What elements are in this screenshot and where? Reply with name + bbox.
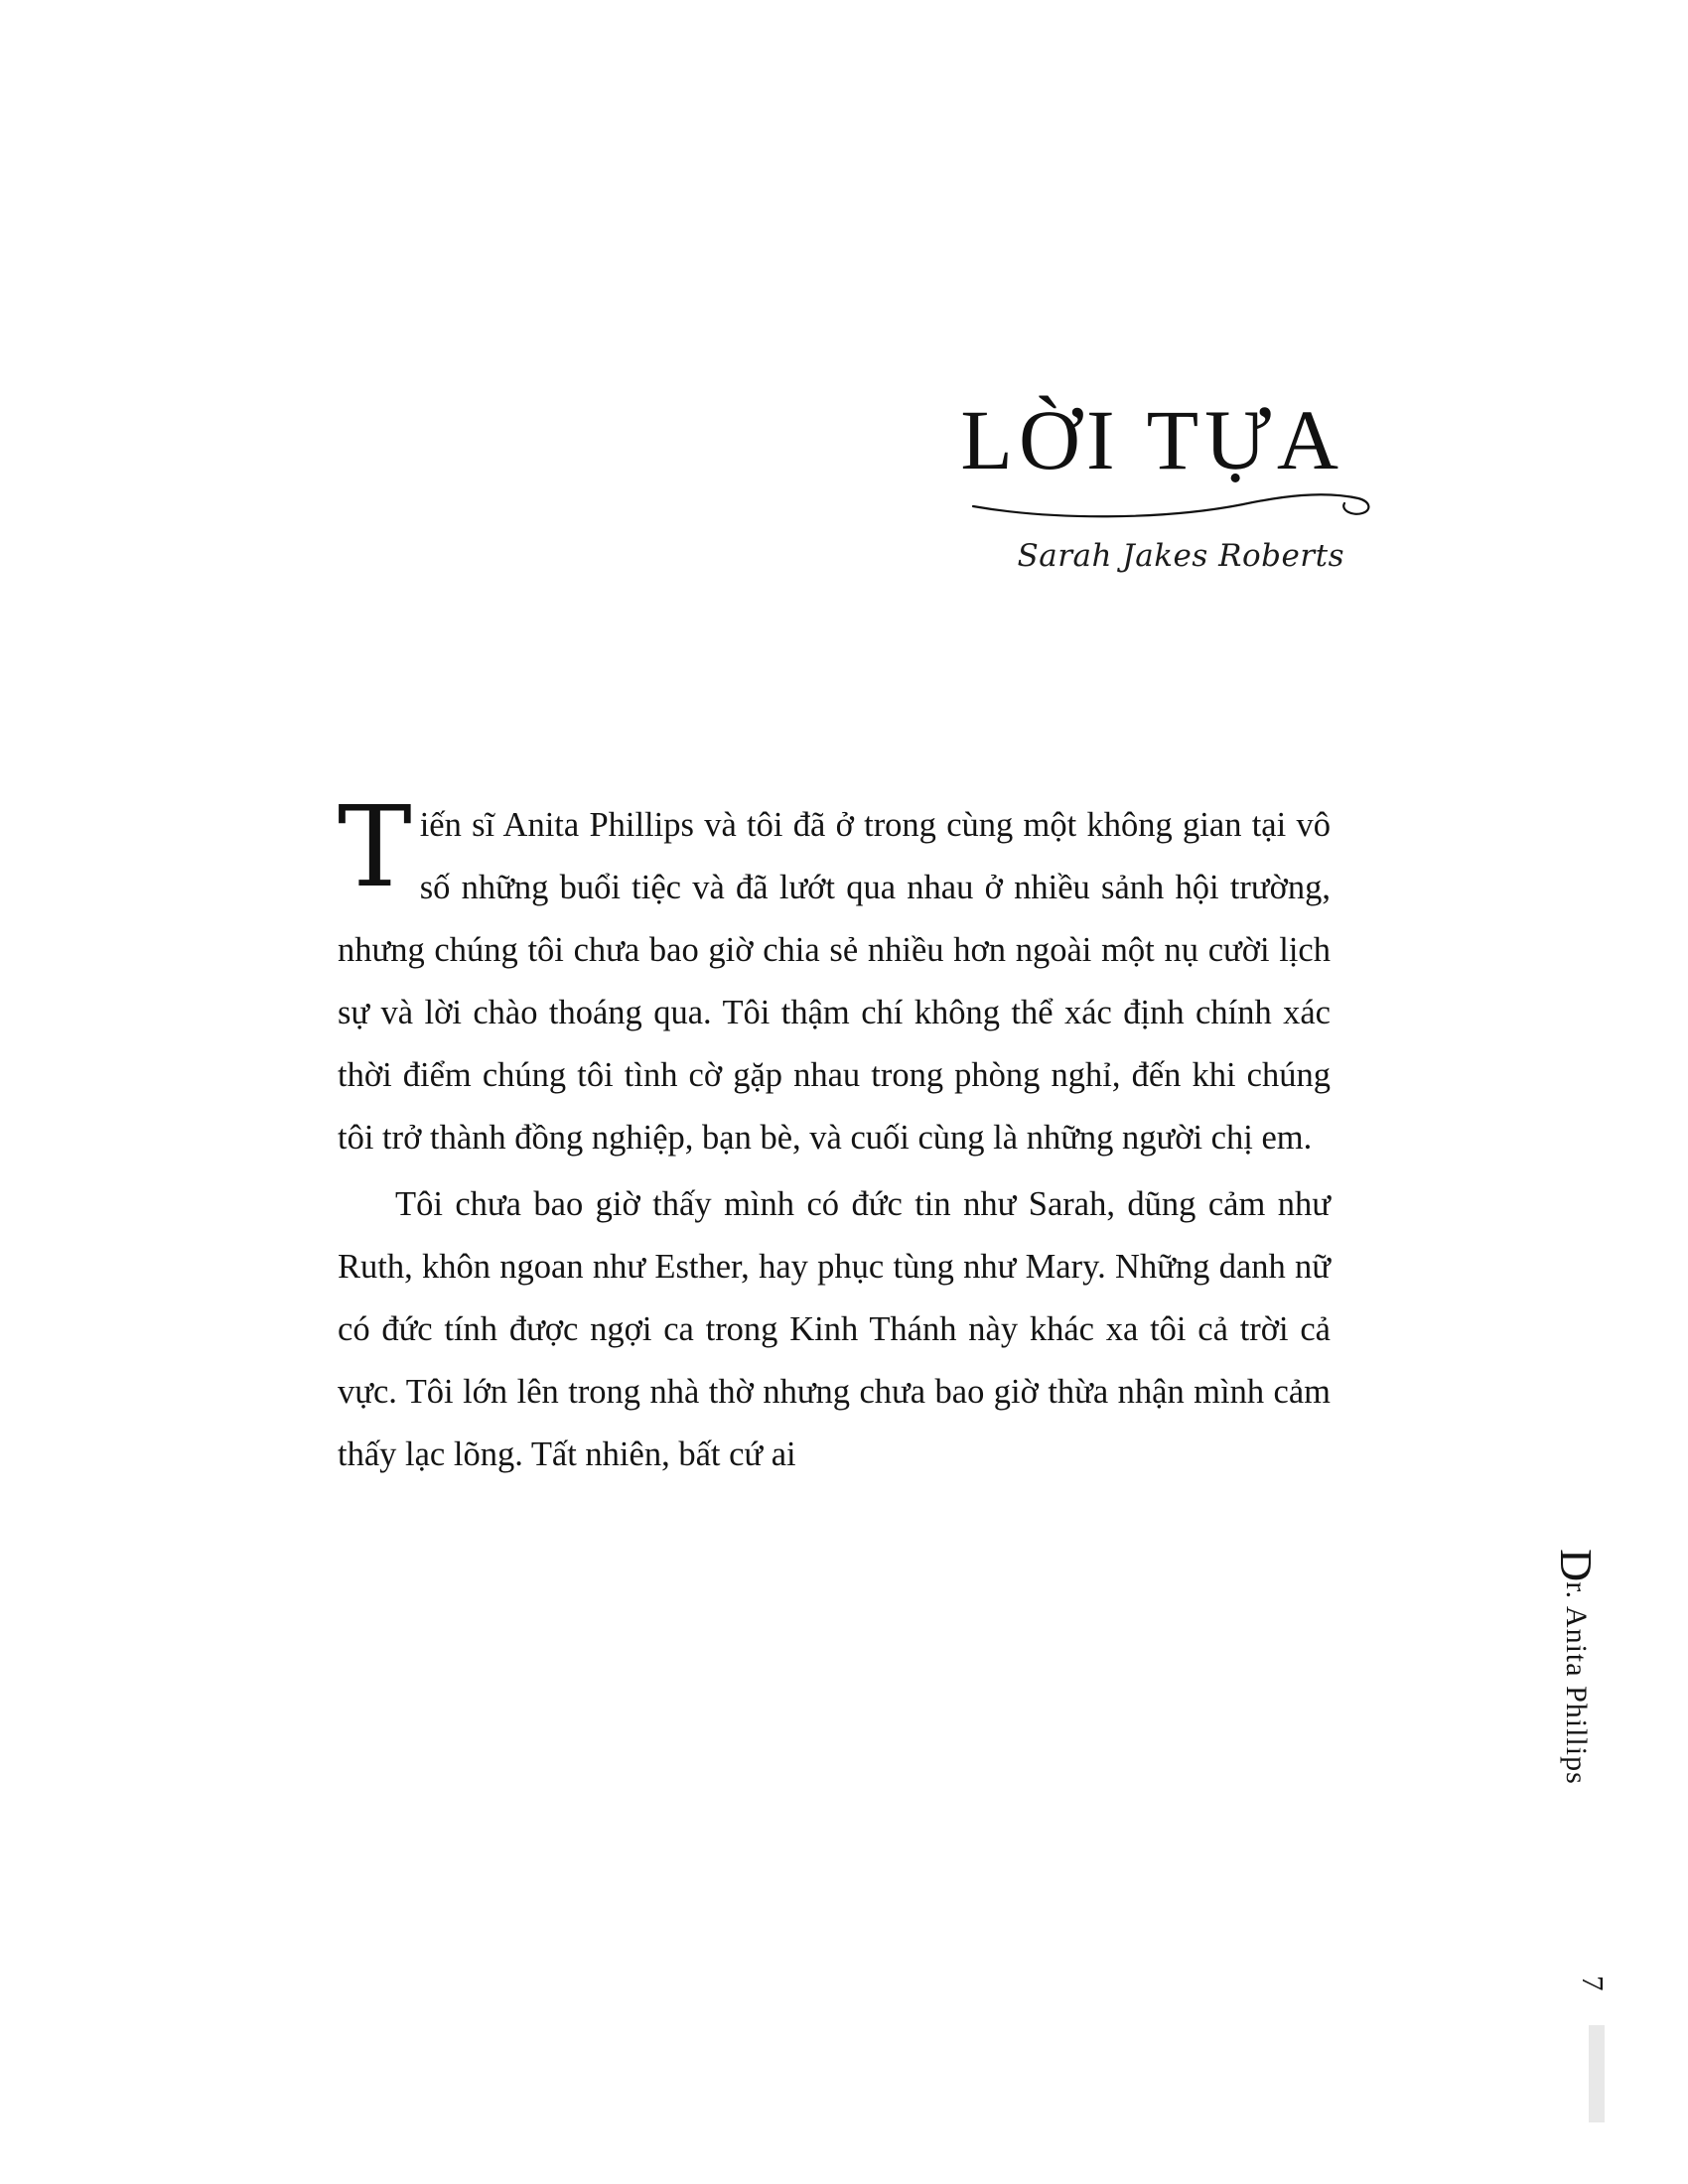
- folio-rule: [1589, 2025, 1605, 2122]
- paragraph-1-text: iến sĩ Anita Phillips và tôi đã ở trong cùng một không gian tại vô số những buổi tiệc và đã lướt qua nhau ở nhiều sảnh hội trường, nhưng chúng tôi chưa bao giờ chia sẻ nhiều hơn ngoài một nụ cười lịch sự và lời chào thoáng qua. Tôi thậm chí không thể xác định chính xác thời điểm chúng tôi tình cờ gặp nhau trong phòng nghỉ, đến khi chúng tôi trở thành đồng nghiệp, bạn bè, và cuối cùng là những người chị em.: [338, 806, 1331, 1157]
- drop-cap: T: [338, 783, 412, 912]
- calligraphic-swash-icon: [963, 484, 1380, 524]
- running-head: [1550, 1549, 1603, 1966]
- running-head-text: [1550, 1549, 1603, 1785]
- running-head-prefix: D: [1551, 1549, 1602, 1582]
- page-title: LỜI TỰA: [960, 392, 1344, 487]
- chapter-heading: [0, 392, 1380, 574]
- body-text: [338, 783, 1331, 1490]
- paragraph-1: [338, 783, 1331, 1169]
- page-number: 7: [1576, 1976, 1611, 1991]
- chapter-author: Sarah Jakes Roberts: [1017, 538, 1344, 574]
- running-head-name: r. Anita Phillips: [1560, 1581, 1593, 1785]
- paragraph-2: Tôi chưa bao giờ thấy mình có đức tin như Sarah, dũng cảm như Ruth, khôn ngoan như Esther, hay phục tùng như Mary. Những danh nữ có đức tính được ngợi ca trong Kinh Thánh này khác xa tôi cả trời cả vực. Tôi lớn lên trong nhà thờ nhưng chưa bao giờ thừa nhận mình cảm thấy lạc lõng. Tất nhiên, bất cứ ai: [338, 1185, 1331, 1473]
